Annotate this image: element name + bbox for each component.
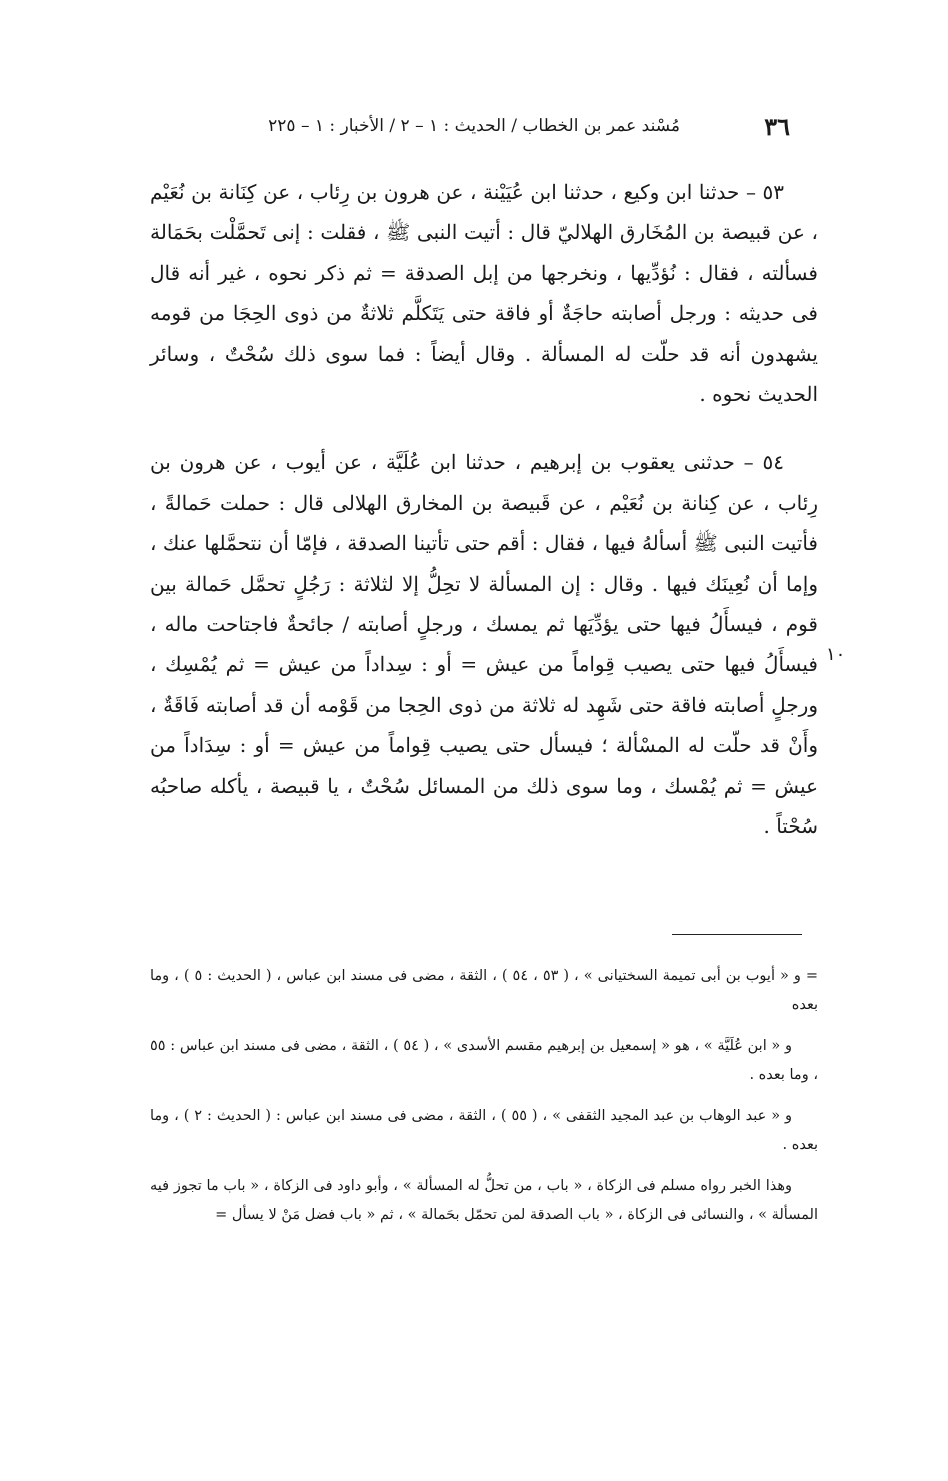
footnote: و « عبد الوهاب بن عبد المجيد الثقفى » ، ( ٥٥ ) ، الثقة ، مضى فى مسند ابن عباس : ( الحديث : ٢ ) ، وما بعده . bbox=[150, 1108, 818, 1153]
main-text bbox=[150, 172, 818, 875]
running-head: مُسْند عمر بن الخطاب / الحديث : ١ – ٢ / الأخبار : ١ – ٢٢٥ bbox=[268, 116, 680, 136]
footnote-separator bbox=[672, 934, 802, 935]
hadith-53: ٥٣ – حدثنا ابن وكيع ، حدثنا ابن عُيَيْنة ، عن هرون بن رِئاب ، عن كِنَانة بن نُعَيْم ، عن قبيصة بن المُخَارق الهلاليّ قال : أتيت النبى ﷺ ، فقلت : إنى تَحمَّلْت بحَمَالة فسألته ، فقال : نُؤدِّيها ، ونخرجها من إبل الصدقة = ثم ذكر نحوه ، غير أنه قال فى حديثه : ورجل أصابته حاجَةٌ أو فاقة حتى يَتَكلَّم ثلاثةٌ من ذوى الحِجَا من قومه يشهدون أنه قد حلّت له المسألة . وقال أيضاً : فما سوى ذلك سُحْتٌ ، وسائر الحديث نحوه . bbox=[150, 180, 818, 407]
footnote: = و « أيوب بن أبى تميمة السختيانى » ، ( ٥٣ ، ٥٤ ) ، الثقة ، مضى فى مسند ابن عباس ، ( الحديث : ٥ ) ، وما بعده bbox=[150, 968, 819, 1013]
footnotes bbox=[150, 962, 818, 1242]
margin-line-number: ١٠ bbox=[826, 644, 846, 665]
hadith-54: ٥٤ – حدثنى يعقوب بن إبرهيم ، حدثنا ابن عُلَيَّة ، عن أيوب ، عن هرون بن رِئاب ، عن كِنانة بن نُعَيْم ، عن قَبيصة بن المخارق الهلالى قال : حملت حَمالةً ، فأتيت النبى ﷺ أسألهُ فيها ، فقال : أقم حتى تأتينا الصدقة ، فإمّا أن نتحمَّلها عنك ، وإما أن نُعِينَك فيها . وقال : إن المسألة لا تحِلُّ إلا لثلاثة : رَجُلٍ تحمَّل حَمالة بين قوم ، فيسأَلُ فيها حتى يؤدِّيَها ثم يمسك ، ورجلٍ أصابته / جائحةٌ فاجتاحت ماله ، فيسأَلُ فيها حتى يصيب قِواماً من عيش = أو : سِداداً من عيش = ثم يُمْسِك ، ورجلٍ أصابته فاقة حتى شَهِد له ثلاثة من ذوى الحِجا من قَوْمه أن قد أصابته فَاقَةٌ ، وأَنْ قد حلّت له المسْألة ؛ فيسأل حتى يصيب قِواماً من عيش = أو : سِدَاداً من عيش = ثم يُمْسك ، وما سوى ذلك من المسائل سُحْتٌ ، يا قبيصة ، يأكله صاحبُه سُحْتاً . bbox=[150, 450, 818, 839]
footnote: وهذا الخبر رواه مسلم فى الزكاة ، « باب ، من تحلُّ له المسألة » ، وأبو داود فى الزكاة ، « باب ما تجوز فيه المسألة » ، والنسائى فى الزكاة ، « باب الصدقة لمن تحمّل بحَمالة » ، ثم « باب فضل مَنْ لا يسأل = bbox=[150, 1178, 818, 1223]
page-number: ٣٦ bbox=[764, 112, 790, 141]
page-header bbox=[240, 112, 790, 152]
footnote: و « ابن عُلَيَّة » ، هو « إسمعيل بن إبرهيم مقسم الأسدى » ، ( ٥٤ ) ، الثقة ، مضى فى مسند ابن عباس : ٥٥ ، وما بعده . bbox=[150, 1038, 818, 1083]
